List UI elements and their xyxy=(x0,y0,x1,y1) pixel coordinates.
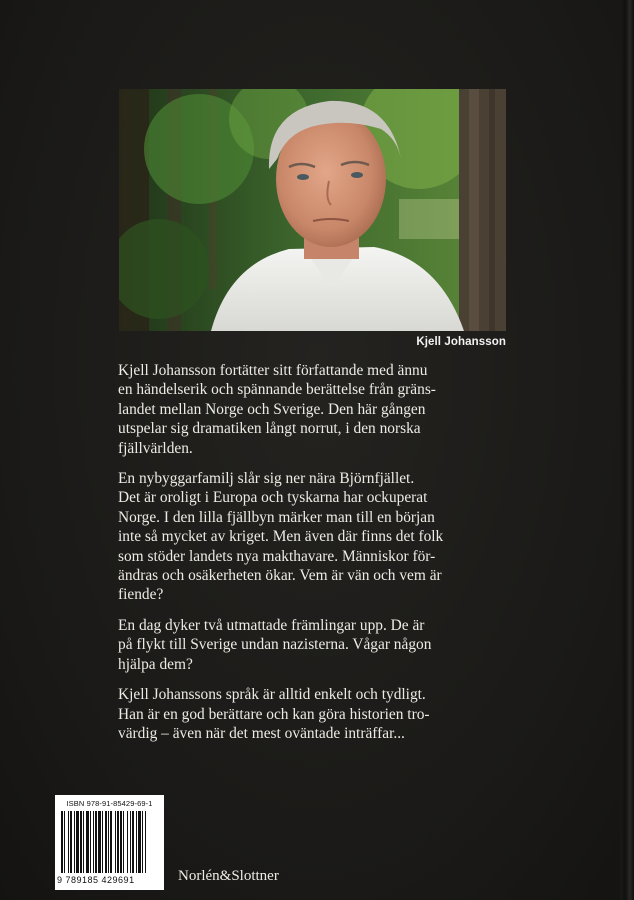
blurb-paragraph xyxy=(118,361,518,458)
publisher-logo: Norlén&Slottner xyxy=(178,868,279,884)
text-line: fjällvärlden. xyxy=(118,439,193,457)
isbn-label: ISBN 978-91-85429-69-1 xyxy=(66,799,153,808)
text-line: Kjell Johanssons språk är alltid enkelt och tydligt. xyxy=(118,686,426,704)
text-line: ändras och osäkerheten ökar. Vem är vän och vem är xyxy=(118,567,442,585)
text-line: En dag dyker två utmattade främlingar upp. De är xyxy=(118,616,425,634)
text-line: en händelserik och spännande berättelse från gräns- xyxy=(118,381,436,399)
text-line: fiende? xyxy=(118,586,164,604)
text-line: En nybyggarfamilj slår sig ner nära Björnfjället. xyxy=(118,470,415,488)
text-line: Det är oroligt i Europa och tyskarna har ockuperat xyxy=(118,489,428,507)
isbn-barcode xyxy=(55,795,164,890)
text-line: hjälpa dem? xyxy=(118,655,193,673)
photo-caption: Kjell Johansson xyxy=(416,336,506,348)
text-line: som stöder landets nya makthavare. Människor för- xyxy=(118,547,436,565)
text-line: inte så mycket av kriget. Men även där finns det folk xyxy=(118,528,444,546)
text-line: värdig – även när det mest oväntade inträffar... xyxy=(118,724,405,742)
blurb-paragraph xyxy=(118,469,518,605)
text-line: Han är en god berättare och kan göra historien tro- xyxy=(118,705,430,723)
text-line: Kjell Johansson fortätter sitt författande med ännu xyxy=(118,362,428,379)
text-line: på flykt till Sverige undan nazisterna. Vågar någon xyxy=(118,636,432,654)
cover-spine-edge xyxy=(620,0,634,900)
text-line: landet mellan Norge och Sverige. Den här gången xyxy=(118,400,426,418)
author-photo xyxy=(119,89,506,331)
text-line: utspelar sig dramatiken långt norrut, i den norska xyxy=(118,420,421,438)
ean-digits: 9 789185 429691 xyxy=(57,875,135,885)
blurb-paragraph xyxy=(118,685,518,743)
blurb-text xyxy=(118,361,518,754)
barcode-bars-icon xyxy=(59,811,160,877)
text-line: Norge. I den lilla fjällbyn märker man till en början xyxy=(118,508,435,526)
blurb-paragraph xyxy=(118,616,518,674)
